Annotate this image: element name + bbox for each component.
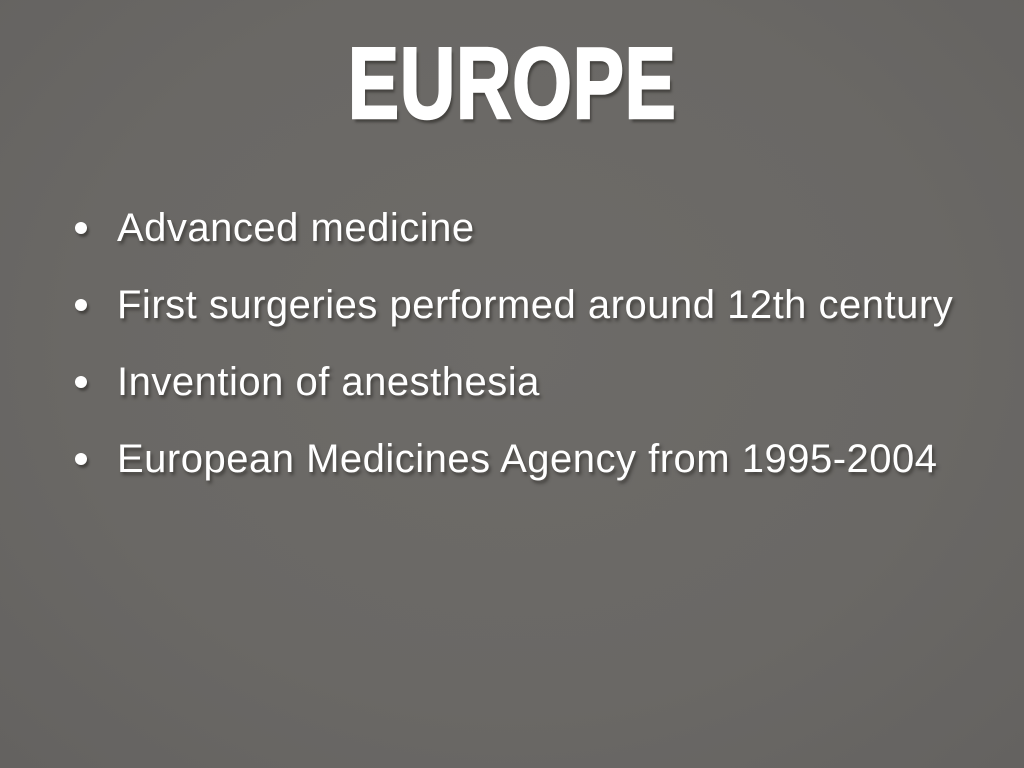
- bullet-item: [0, 266, 1024, 343]
- bullet-dot-icon: [75, 376, 87, 388]
- bullet-dot-icon: [75, 453, 87, 465]
- bullet-text: First surgeries performed around 12th century: [117, 282, 954, 327]
- bullet-text: Advanced medicine: [117, 205, 475, 250]
- title-container: [0, 28, 1024, 140]
- bullet-item: [0, 343, 1024, 420]
- bullet-item: [0, 420, 1024, 497]
- bullet-list: [0, 189, 1024, 497]
- bullet-dot-icon: [75, 299, 87, 311]
- bullet-text: Invention of anesthesia: [117, 359, 540, 404]
- bullet-dot-icon: [75, 222, 87, 234]
- bullet-text: European Medicines Agency from 1995-2004: [117, 436, 938, 481]
- slide-title: EUROPE: [347, 28, 677, 140]
- bullet-item: [0, 189, 1024, 266]
